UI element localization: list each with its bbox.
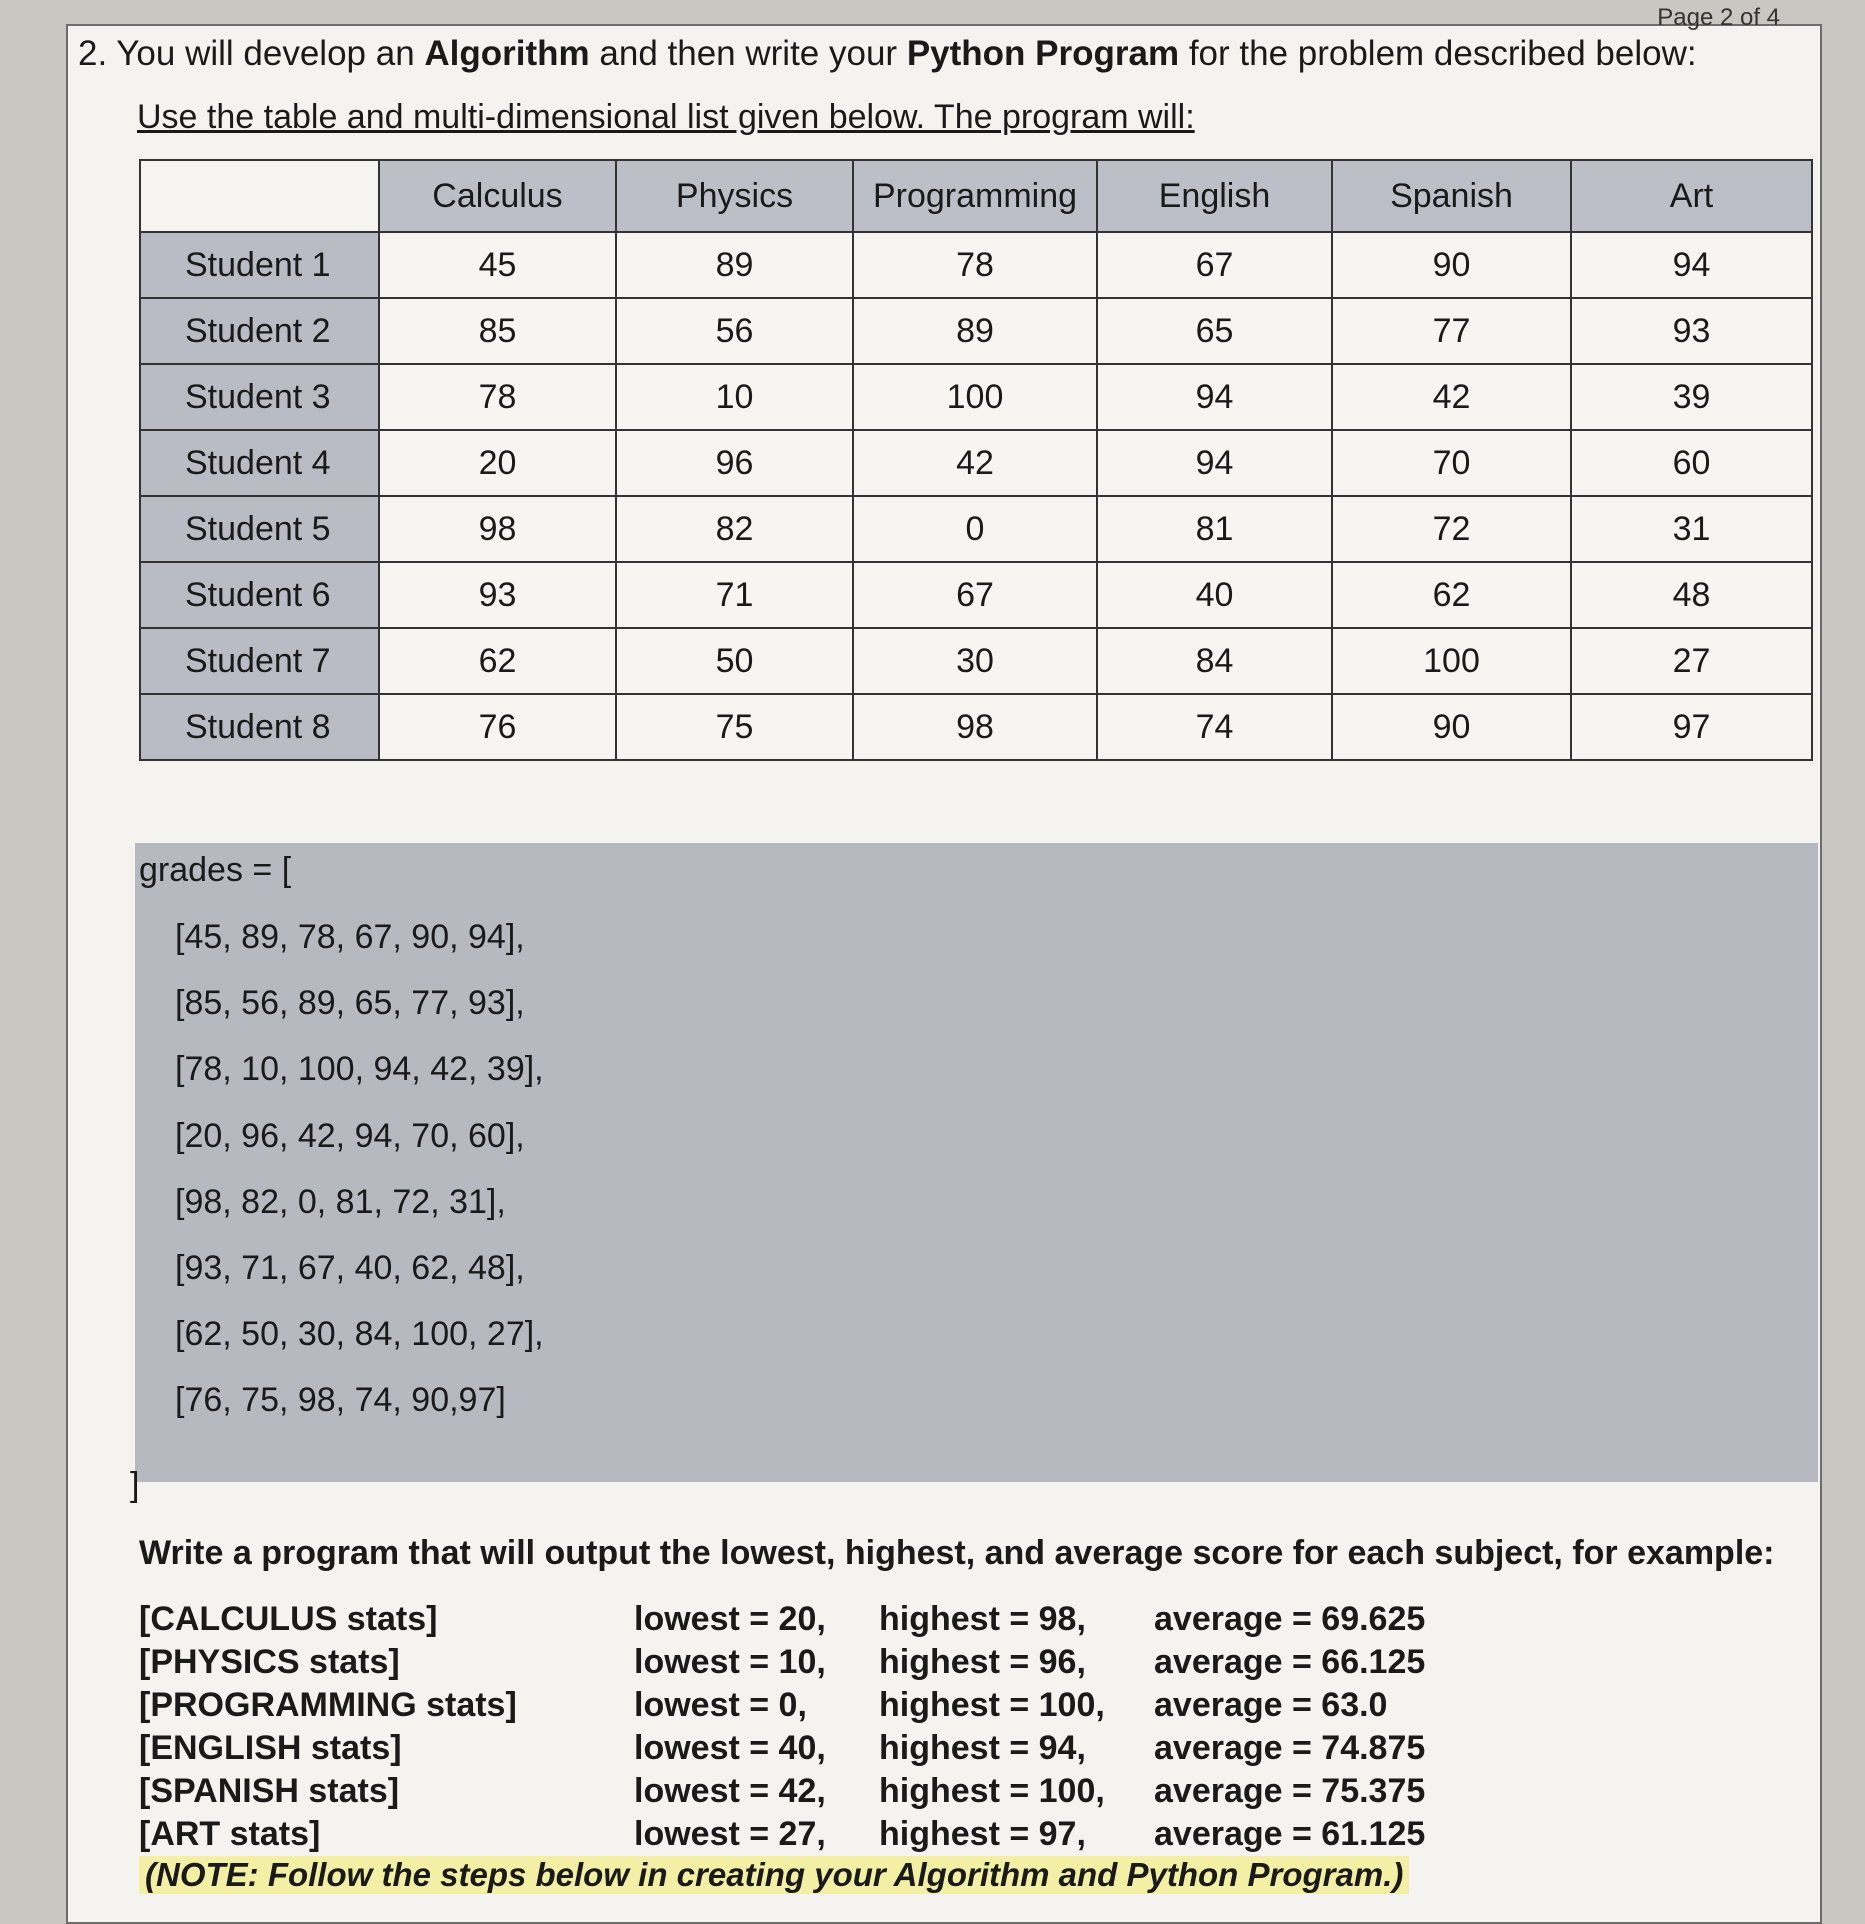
score-cell: 96: [616, 430, 853, 496]
score-cell: 97: [1571, 694, 1812, 760]
student-label: Student 7: [140, 628, 379, 694]
score-cell: 27: [1571, 628, 1812, 694]
score-cell: 30: [853, 628, 1097, 694]
table-row: [140, 232, 1812, 298]
stat-highest: highest = 98,: [879, 1600, 1086, 1638]
score-cell: 81: [1097, 496, 1332, 562]
score-cell: 90: [1332, 232, 1571, 298]
stat-label: [SPANISH stats]: [139, 1772, 400, 1810]
score-cell: 62: [1332, 562, 1571, 628]
stat-row: [139, 1684, 1425, 1727]
question-bold-python: Python Program: [906, 34, 1180, 73]
stat-lowest: lowest = 40,: [634, 1729, 826, 1767]
stat-lowest: lowest = 0,: [634, 1686, 807, 1724]
intro-text: Use the table and multi-dimensional list given below. The program will:: [137, 98, 1195, 136]
question-heading: [78, 34, 1697, 74]
student-label: Student 6: [140, 562, 379, 628]
stats-example: [139, 1598, 1425, 1856]
table-row: [140, 496, 1812, 562]
score-cell: 67: [853, 562, 1097, 628]
score-cell: 82: [616, 496, 853, 562]
score-cell: 94: [1097, 430, 1332, 496]
stat-average: average = 63.0: [1154, 1686, 1388, 1724]
stat-label: [ENGLISH stats]: [139, 1729, 402, 1767]
score-cell: 45: [379, 232, 616, 298]
score-cell: 98: [853, 694, 1097, 760]
score-cell: 74: [1097, 694, 1332, 760]
code-line: [78, 10, 100, 94, 42, 39],: [175, 1050, 544, 1088]
student-label: Student 8: [140, 694, 379, 760]
code-close-bracket: ]: [130, 1466, 140, 1504]
stat-average: average = 66.125: [1154, 1643, 1426, 1681]
stat-row: [139, 1598, 1425, 1641]
score-cell: 90: [1332, 694, 1571, 760]
grades-table: [139, 159, 1813, 761]
score-cell: 42: [853, 430, 1097, 496]
student-label: Student 1: [140, 232, 379, 298]
question-text-1: You will develop an: [116, 34, 415, 73]
score-cell: 98: [379, 496, 616, 562]
score-cell: 93: [1571, 298, 1812, 364]
code-line: [85, 56, 89, 65, 77, 93],: [175, 984, 525, 1022]
stat-lowest: lowest = 27,: [634, 1815, 826, 1853]
score-cell: 62: [379, 628, 616, 694]
stat-highest: highest = 94,: [879, 1729, 1086, 1767]
stat-highest: highest = 100,: [879, 1772, 1105, 1810]
code-line: [98, 82, 0, 81, 72, 31],: [175, 1183, 506, 1221]
student-label: Student 5: [140, 496, 379, 562]
score-cell: 31: [1571, 496, 1812, 562]
score-cell: 78: [379, 364, 616, 430]
question-bold-algorithm: Algorithm: [424, 34, 590, 73]
score-cell: 56: [616, 298, 853, 364]
score-cell: 40: [1097, 562, 1332, 628]
stat-average: average = 69.625: [1154, 1600, 1426, 1638]
score-cell: 76: [379, 694, 616, 760]
stat-label: [PHYSICS stats]: [139, 1643, 400, 1681]
stat-average: average = 74.875: [1154, 1729, 1426, 1767]
student-label: Student 4: [140, 430, 379, 496]
code-open-line: grades = [: [139, 851, 292, 889]
subject-header: Programming: [853, 160, 1097, 232]
stat-average: average = 75.375: [1154, 1772, 1426, 1810]
question-text-2: and then write your: [599, 34, 898, 73]
table-row: [140, 694, 1812, 760]
stat-row: [139, 1641, 1425, 1684]
stat-label: [ART stats]: [139, 1815, 321, 1853]
subject-header: Art: [1571, 160, 1812, 232]
table-row: [140, 298, 1812, 364]
stat-lowest: lowest = 20,: [634, 1600, 826, 1638]
code-line: [20, 96, 42, 94, 70, 60],: [175, 1117, 525, 1155]
instruction-text: Write a program that will output the lowest, highest, and average score for each subject, for example:: [139, 1534, 1775, 1572]
subject-header: English: [1097, 160, 1332, 232]
table-row: [140, 364, 1812, 430]
score-cell: 60: [1571, 430, 1812, 496]
stat-row: [139, 1813, 1425, 1856]
score-cell: 72: [1332, 496, 1571, 562]
question-text-3: for the problem described below:: [1188, 34, 1697, 73]
stat-highest: highest = 97,: [879, 1815, 1086, 1853]
score-cell: 100: [1332, 628, 1571, 694]
score-cell: 39: [1571, 364, 1812, 430]
score-cell: 20: [379, 430, 616, 496]
stat-lowest: lowest = 42,: [634, 1772, 826, 1810]
score-cell: 10: [616, 364, 853, 430]
score-cell: 89: [853, 298, 1097, 364]
code-line: [45, 89, 78, 67, 90, 94],: [175, 918, 525, 956]
score-cell: 71: [616, 562, 853, 628]
table-row: [140, 562, 1812, 628]
page-number: Page 2 of 4: [1657, 4, 1780, 31]
stat-highest: highest = 100,: [879, 1686, 1105, 1724]
score-cell: 94: [1097, 364, 1332, 430]
score-cell: 85: [379, 298, 616, 364]
table-header-row: [140, 160, 1812, 232]
highlighted-note: (NOTE: Follow the steps below in creating your Algorithm and Python Program.): [139, 1856, 1409, 1894]
subject-header: Physics: [616, 160, 853, 232]
table-row: [140, 430, 1812, 496]
student-label: Student 2: [140, 298, 379, 364]
code-line: [76, 75, 98, 74, 90,97]: [175, 1381, 506, 1419]
score-cell: 65: [1097, 298, 1332, 364]
score-cell: 67: [1097, 232, 1332, 298]
code-line: [62, 50, 30, 84, 100, 27],: [175, 1315, 544, 1353]
subject-header: Spanish: [1332, 160, 1571, 232]
score-cell: 77: [1332, 298, 1571, 364]
score-cell: 84: [1097, 628, 1332, 694]
stat-lowest: lowest = 10,: [634, 1643, 826, 1681]
score-cell: 42: [1332, 364, 1571, 430]
subject-header: Calculus: [379, 160, 616, 232]
score-cell: 89: [616, 232, 853, 298]
score-cell: 94: [1571, 232, 1812, 298]
score-cell: 93: [379, 562, 616, 628]
worksheet-page: [66, 4, 1822, 1924]
stat-label: [PROGRAMMING stats]: [139, 1686, 517, 1724]
student-label: Student 3: [140, 364, 379, 430]
table-corner-cell: [140, 160, 379, 232]
stat-average: average = 61.125: [1154, 1815, 1426, 1853]
grades-code-block: [135, 843, 1818, 1482]
score-cell: 100: [853, 364, 1097, 430]
question-number: 2.: [78, 34, 108, 73]
score-cell: 0: [853, 496, 1097, 562]
score-cell: 50: [616, 628, 853, 694]
score-cell: 75: [616, 694, 853, 760]
stat-highest: highest = 96,: [879, 1643, 1086, 1681]
score-cell: 48: [1571, 562, 1812, 628]
stat-row: [139, 1770, 1425, 1813]
score-cell: 70: [1332, 430, 1571, 496]
code-line: [93, 71, 67, 40, 62, 48],: [175, 1249, 525, 1287]
table-row: [140, 628, 1812, 694]
stat-row: [139, 1727, 1425, 1770]
score-cell: 78: [853, 232, 1097, 298]
stat-label: [CALCULUS stats]: [139, 1600, 438, 1638]
